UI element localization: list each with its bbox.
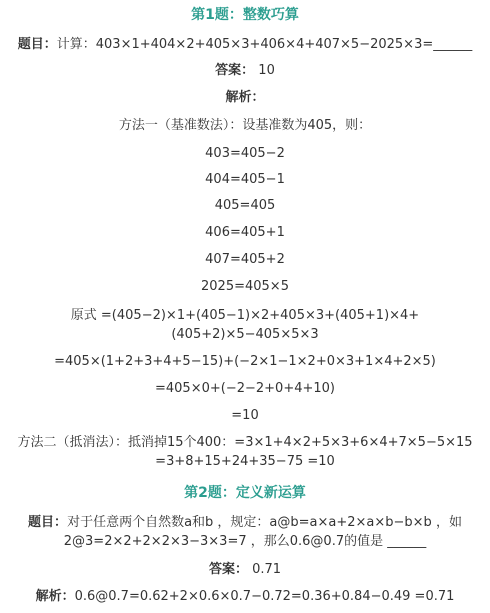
q1-step2: =405×0+(−2−2+0+4+10)	[155, 381, 335, 396]
q2-heading: 第2题：定义新运算	[184, 485, 306, 501]
q1-question-text: 计算：403×1+404×2+405×3+406×4+407×5−2025×3=______	[56, 37, 473, 52]
q1-eq-404: 404=405−1	[205, 172, 285, 187]
q2-answer	[0, 561, 490, 579]
q2-analysis-text: 0.6@0.7=0.62+2×0.6×0.7−0.72=0.36+0.84−0.49 =0.71	[74, 589, 455, 604]
q1-eq-2025: 2025=405×5	[201, 279, 289, 294]
q1-analysis-label: 解析：	[225, 90, 265, 105]
q2-question-line2: 2@3=2×2+2×2×3−3×3=7 ，那么0.6@0.7的值是 ______	[63, 534, 427, 549]
q2-analysis	[0, 588, 490, 606]
q1-answer	[0, 62, 490, 80]
q1-eq-406: 406=405+1	[205, 225, 285, 240]
q1-step1: =405×(1+2+3+4+5−15)+(−2×1−1×2+0×3+1×4+2×5)	[54, 354, 436, 369]
q1-eq-407: 407=405+2	[205, 252, 285, 267]
q1-method2-line1: 方法二（抵消法）：抵消掉15个400：=3×1+4×2+5×3+6×4+7×5−5×15	[17, 435, 473, 450]
q1-method2-line2: =3+8+15+24+35−75 =10	[155, 454, 335, 469]
q1-heading: 第1题：整数巧算	[191, 7, 299, 23]
q2-analysis-label: 解析：	[35, 589, 75, 604]
q2-answer-value: 0.71	[252, 562, 282, 577]
q2-question-text1: 对于任意两个自然数a和b ，规定：a@b=a×a+2×a×b−b×b ，如	[67, 515, 462, 530]
q1-question	[0, 36, 490, 54]
q1-answer-value: 10	[258, 63, 275, 78]
q1-method1-intro: 方法一（基准数法）：设基准数为405，则：	[118, 118, 372, 133]
q2-answer-label: 答案：	[208, 562, 248, 577]
q1-eq-403: 403=405−2	[205, 146, 285, 161]
q1-step3: =10	[231, 408, 259, 423]
q1-answer-label: 答案：	[215, 63, 255, 78]
q2-question-label: 题目：	[28, 515, 68, 530]
q1-expand-line1: 原式 =(405−2)×1+(405−1)×2+405×3+(405+1)×4+	[70, 308, 420, 323]
q1-question-label: 题目：	[17, 37, 57, 52]
q1-expand-line2: (405+2)×5−405×5×3	[171, 327, 319, 342]
q2-question-line1	[0, 514, 490, 532]
q1-eq-405: 405=405	[214, 198, 276, 213]
